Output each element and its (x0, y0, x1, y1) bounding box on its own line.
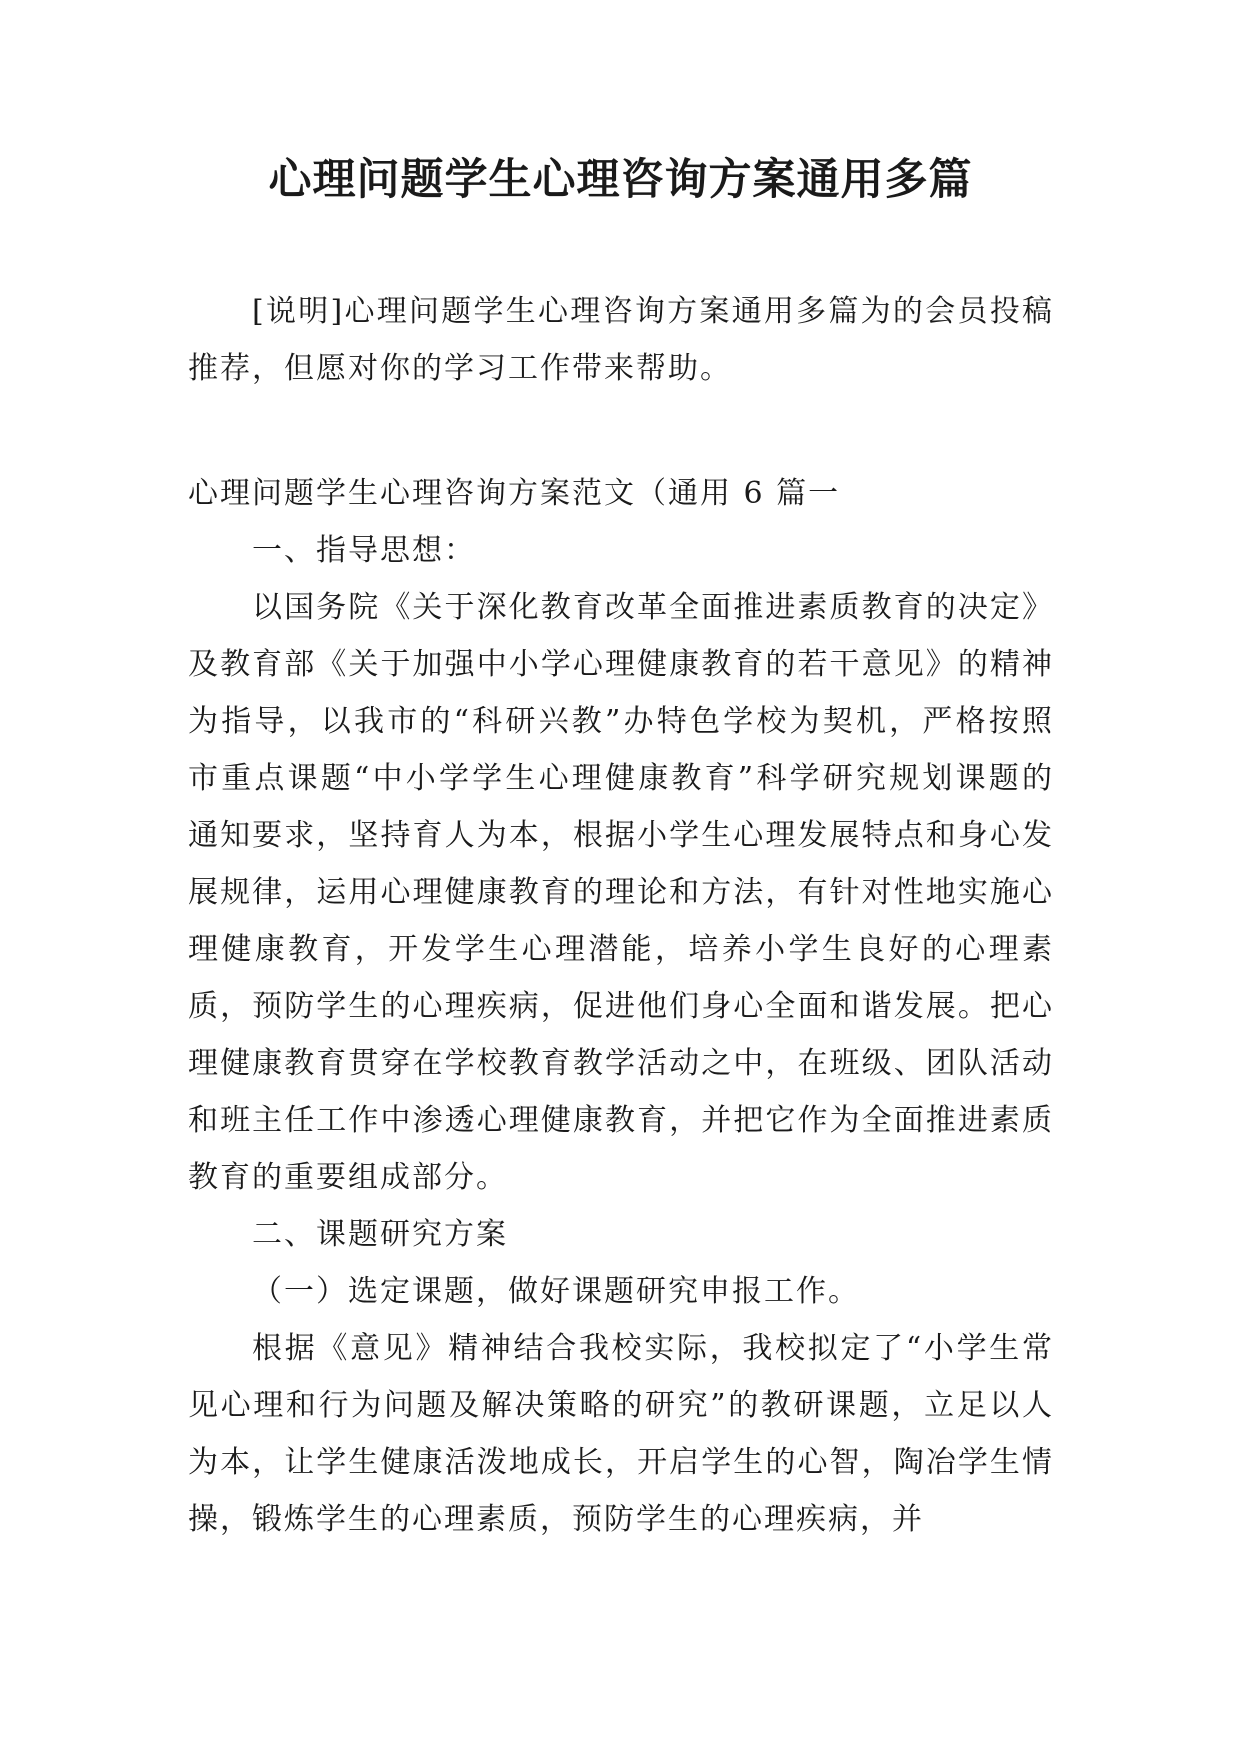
paragraph-research-body: 根据《意见》精神结合我校实际，我校拟定了“小学生常见心理和行为问题及解决策略的研究”的教研课题，立足以人为本，让学生健康活泼地成长，开启学生的心智，陶冶学生情操，锻炼学生的心理素质，预防学生的心理疾病，并 (188, 1331, 1054, 1537)
paragraph-subheading: （一）选定课题，做好课题研究申报工作。 (252, 1274, 860, 1309)
intro-note: [说明]心理问题学生心理咨询方案通用多篇为的会员投稿推荐，但愿对你的学习工作带来帮助。 (188, 294, 1054, 386)
paragraph-research-heading: 二、课题研究方案 (252, 1217, 508, 1252)
section-heading: 心理问题学生心理咨询方案范文（通用 6 篇一 (188, 476, 841, 511)
document-title: 心理问题学生心理咨询方案通用多篇 (268, 155, 973, 205)
article-body (188, 465, 1054, 1548)
paragraph-guiding-body: 以国务院《关于深化教育改革全面推进素质教育的决定》及教育部《关于加强中小学心理健康教育的若干意见》的精神为指导，以我市的“科研兴教”办特色学校为契机，严格按照市重点课题“中小学学生心理健康教育”科学研究规划课题的通知要求，坚持育人为本，根据小学生心理发展特点和身心发展规律，运用心理健康教育的理论和方法，有针对性地实施心理健康教育，开发学生心理潜能，培养小学生良好的心理素质，预防学生的心理疾病，促进他们身心全面和谐发展。把心理健康教育贯穿在学校教育教学活动之中，在班级、团队活动和班主任工作中渗透心理健康教育，并把它作为全面推进素质教育的重要组成部分。 (188, 590, 1054, 1195)
paragraph-guiding-heading: 一、指导思想： (252, 533, 476, 568)
